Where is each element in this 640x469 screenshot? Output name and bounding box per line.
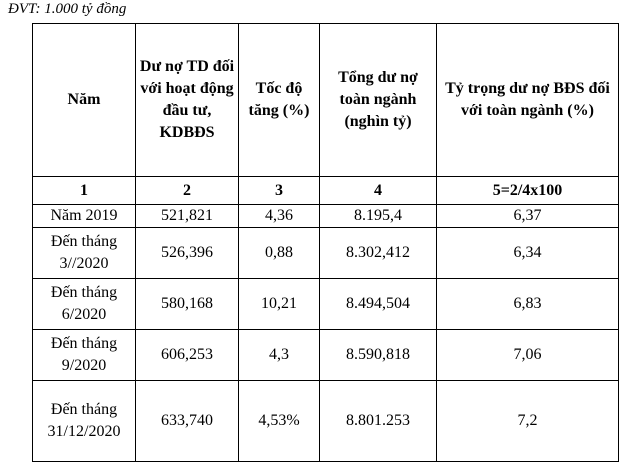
share-cell: 6,83 <box>437 279 619 330</box>
index-row <box>33 177 619 205</box>
period-cell: Đến tháng 3//2020 <box>33 228 136 279</box>
growth-rate-cell: 10,21 <box>239 279 320 330</box>
growth-rate-cell: 0,88 <box>239 228 320 279</box>
index-cell: 1 <box>33 177 136 205</box>
index-cell: 2 <box>136 177 239 205</box>
growth-rate-cell: 4,3 <box>239 330 320 381</box>
index-cell: 4 <box>320 177 437 205</box>
total-balance-cell: 8.302,412 <box>320 228 437 279</box>
header-credit-balance: Dư nợ TD đối với hoạt động đầu tư, KDBĐS <box>136 24 239 177</box>
table-row <box>33 205 619 228</box>
credit-balance-cell: 521,821 <box>136 205 239 228</box>
share-cell: 6,37 <box>437 205 619 228</box>
header-row <box>33 24 619 177</box>
credit-table <box>32 23 619 462</box>
period-cell: Đến tháng 6/2020 <box>33 279 136 330</box>
share-cell: 7,2 <box>437 381 619 462</box>
period-cell: Đến tháng 31/12/2020 <box>33 381 136 462</box>
table-row <box>33 330 619 381</box>
total-balance-cell: 8.195,4 <box>320 205 437 228</box>
unit-note: ĐVT: 1.000 tỷ đồng <box>8 1 127 17</box>
credit-balance-cell: 526,396 <box>136 228 239 279</box>
header-year: Năm <box>33 24 136 177</box>
share-cell: 7,06 <box>437 330 619 381</box>
total-balance-cell: 8.494,504 <box>320 279 437 330</box>
total-balance-cell: 8.590,818 <box>320 330 437 381</box>
share-cell: 6,34 <box>437 228 619 279</box>
index-cell: 5=2/4x100 <box>437 177 619 205</box>
total-balance-cell: 8.801.253 <box>320 381 437 462</box>
credit-balance-cell: 580,168 <box>136 279 239 330</box>
table-row <box>33 381 619 462</box>
header-total-balance: Tổng dư nợ toàn ngành (nghìn tỷ) <box>320 24 437 177</box>
table-row <box>33 279 619 330</box>
credit-balance-cell: 633,740 <box>136 381 239 462</box>
table-row <box>33 228 619 279</box>
header-share: Tỷ trọng dư nợ BĐS đối với toàn ngành (%) <box>437 24 619 177</box>
credit-balance-cell: 606,253 <box>136 330 239 381</box>
index-cell: 3 <box>239 177 320 205</box>
header-growth-rate: Tốc độ tăng (%) <box>239 24 320 177</box>
growth-rate-cell: 4,36 <box>239 205 320 228</box>
growth-rate-cell: 4,53% <box>239 381 320 462</box>
period-cell: Năm 2019 <box>33 205 136 228</box>
period-cell: Đến tháng 9/2020 <box>33 330 136 381</box>
